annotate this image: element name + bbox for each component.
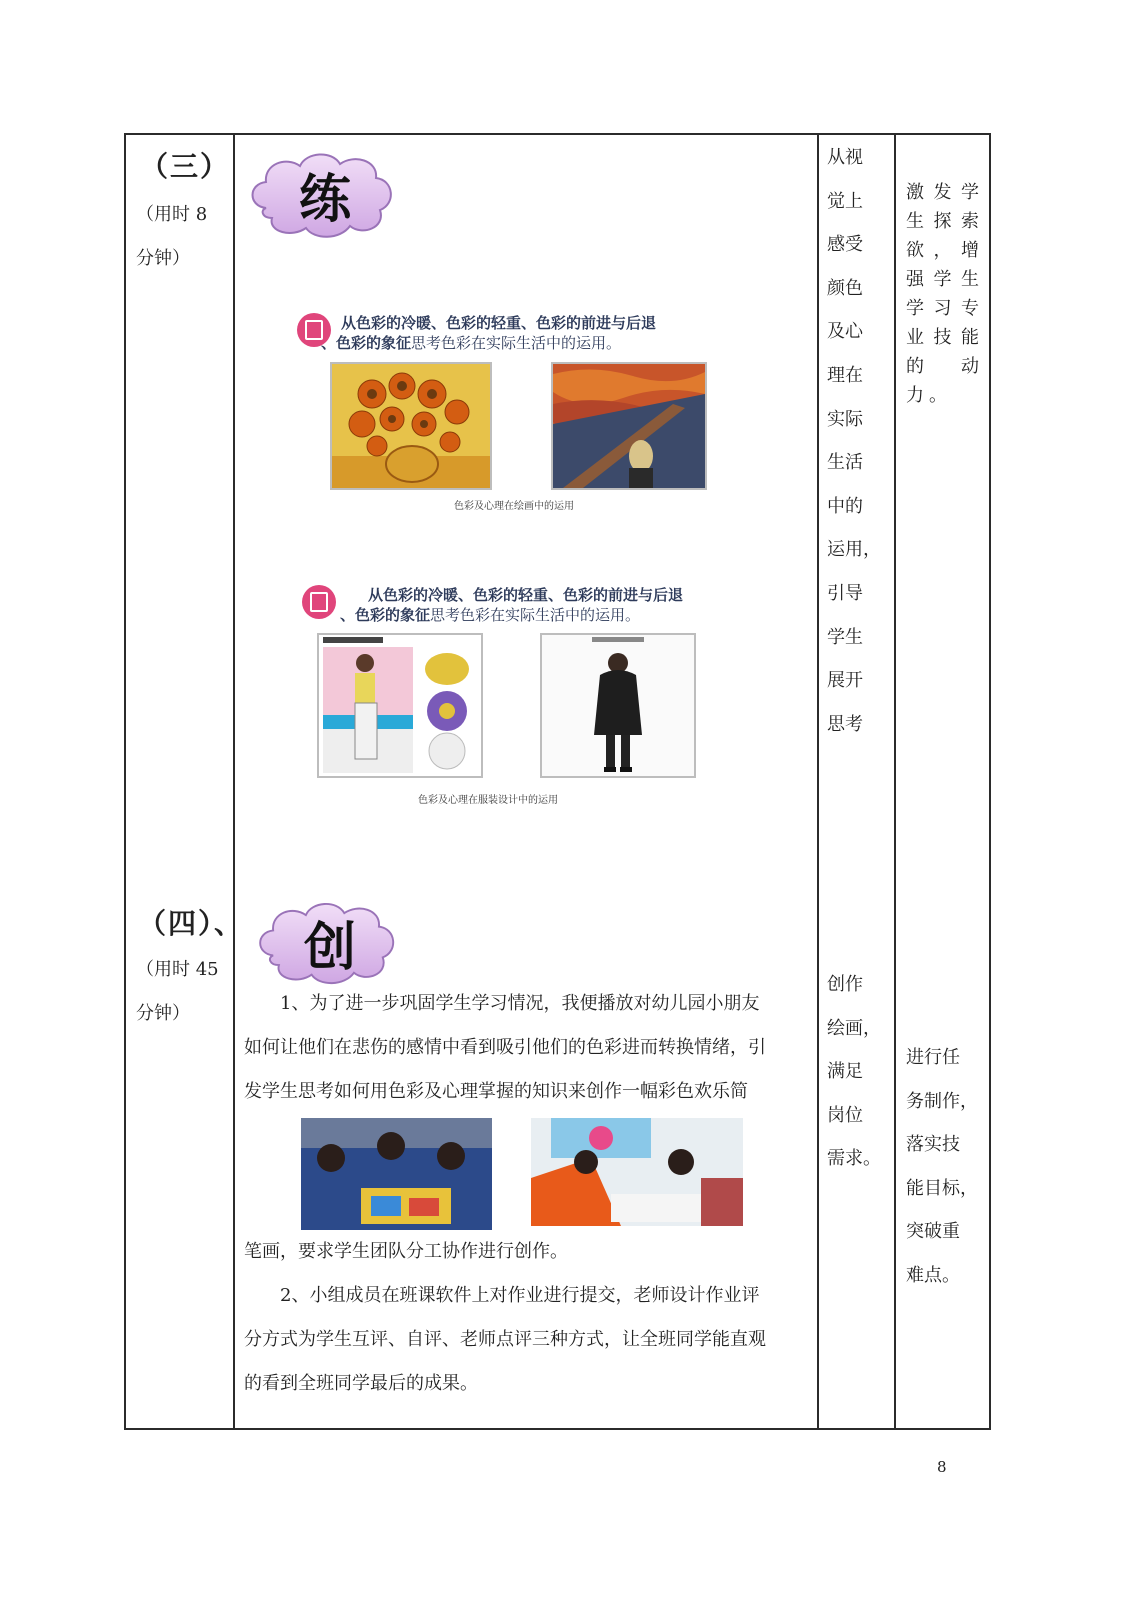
- section4-heading: （四）、: [138, 907, 245, 940]
- create-cloud-badge: [252, 894, 402, 990]
- activity-line: 学生: [827, 626, 863, 648]
- students-drawing-photo-2: [531, 1118, 743, 1226]
- para1-tail: 笔画，要求学生团队分工协作进行创作。: [244, 1241, 568, 1262]
- slide2-caption-line1: 从色彩的冷暖、色彩的轻重、色彩的前进与后退: [368, 586, 684, 604]
- practice-cloud-badge: [244, 146, 400, 242]
- section3-time-line2: 分钟）: [136, 248, 190, 269]
- sunflowers-painting: [330, 362, 492, 490]
- activity-line: 从视: [827, 147, 863, 168]
- slide1-caption-line2-rest: 思考色彩在实际生活中的运用。: [411, 334, 622, 352]
- slide1-caption-line2-bold: 、色彩的象征: [321, 334, 412, 352]
- palette-icon: [302, 585, 336, 619]
- para2-line: 的看到全班同学最后的成果。: [244, 1373, 478, 1394]
- activity-line: 需求。: [827, 1148, 881, 1170]
- section3-student-activity: [827, 136, 887, 746]
- intent-line: 进行任: [906, 1047, 960, 1068]
- students-drawing-photo-1: [301, 1118, 492, 1230]
- activity-line: 生活: [827, 452, 863, 474]
- slide2-caption-line2-bold: 、色彩的象征: [340, 606, 431, 624]
- activity-line: 及心: [827, 321, 863, 343]
- section4-time: [136, 948, 231, 1036]
- page-number: 8: [937, 1458, 947, 1476]
- para2-line: 2、小组成员在班课软件上对作业进行提交，老师设计作业评: [280, 1285, 760, 1306]
- activity-line: 理在: [827, 364, 863, 386]
- section3-time: [136, 193, 231, 281]
- activity-line: 创作: [827, 974, 863, 995]
- fashion-photo-black-coat: [540, 633, 696, 778]
- activity-line: 满足: [827, 1061, 863, 1083]
- para2-line: 分方式为学生互评、自评、老师点评三种方式，让全班同学能直观: [244, 1329, 766, 1350]
- section4-time-line2: 分钟）: [136, 1003, 190, 1024]
- slide2-caption: [302, 585, 683, 625]
- activity-line: 岗位: [827, 1104, 863, 1126]
- section3-design-intent: 激发学生探索欲，增强学生学习专业技能的动力。: [906, 182, 984, 406]
- activity-line: 觉上: [827, 190, 863, 212]
- table-divider-1: [233, 133, 235, 1430]
- para1-line: 发学生思考如何用色彩及心理掌握的知识来创作一幅彩色欢乐简: [244, 1081, 748, 1102]
- practice-char: 练: [298, 168, 351, 230]
- section4-time-line1: （用时 45: [136, 959, 219, 980]
- slide2-caption-line2-rest: 思考色彩在实际生活中的运用。: [430, 606, 641, 624]
- intent-line: 难点。: [906, 1264, 960, 1286]
- create-char: 创: [303, 916, 356, 978]
- table-bottom-border: [124, 1428, 991, 1430]
- table-top-border: [124, 133, 991, 135]
- table-divider-3: [894, 133, 896, 1430]
- slide1-caption-line1: 从色彩的冷暖、色彩的轻重、色彩的前进与后退: [341, 314, 657, 332]
- section4-paragraph1: [244, 982, 809, 1114]
- para1-line: 1、为了进一步巩固学生学习情况，我便播放对幼儿园小朋友: [280, 993, 760, 1014]
- slide1-caption: [297, 313, 656, 353]
- section4-paragraph1-tail: [244, 1230, 809, 1274]
- intent-line: 突破重: [906, 1221, 960, 1243]
- activity-line: 绘画，: [827, 1017, 881, 1039]
- section4-student-activity: [827, 963, 887, 1181]
- section4-paragraph2: [244, 1274, 809, 1406]
- activity-line: 中的: [827, 495, 863, 517]
- activity-line: 感受: [827, 234, 863, 256]
- para1-line: 如何让他们在悲伤的感情中看到吸引他们的色彩进而转换情绪，引: [244, 1037, 766, 1058]
- activity-line: 引导: [827, 582, 863, 604]
- table-divider-2: [817, 133, 819, 1430]
- table-left-border: [124, 133, 126, 1430]
- intent-line: 能目标，: [906, 1177, 978, 1199]
- activity-line: 展开: [827, 670, 863, 692]
- section4-design-intent: [906, 1036, 986, 1298]
- fashion-photo-colorful: [317, 633, 483, 778]
- slide2-image-caption: 色彩及心理在服装设计中的运用: [418, 795, 558, 806]
- activity-line: 颜色: [827, 277, 863, 299]
- activity-line: 思考: [827, 713, 863, 735]
- activity-line: 实际: [827, 408, 863, 430]
- slide1-image-caption: 色彩及心理在绘画中的运用: [454, 501, 574, 512]
- intent-line: 务制作，: [906, 1090, 978, 1112]
- intent-line: 落实技: [906, 1134, 960, 1156]
- scream-painting: [551, 362, 707, 490]
- section3-time-line1: （用时 8: [136, 204, 208, 225]
- table-right-border: [989, 133, 991, 1430]
- section3-heading: （三）: [140, 150, 231, 183]
- activity-line: 运用，: [827, 539, 881, 561]
